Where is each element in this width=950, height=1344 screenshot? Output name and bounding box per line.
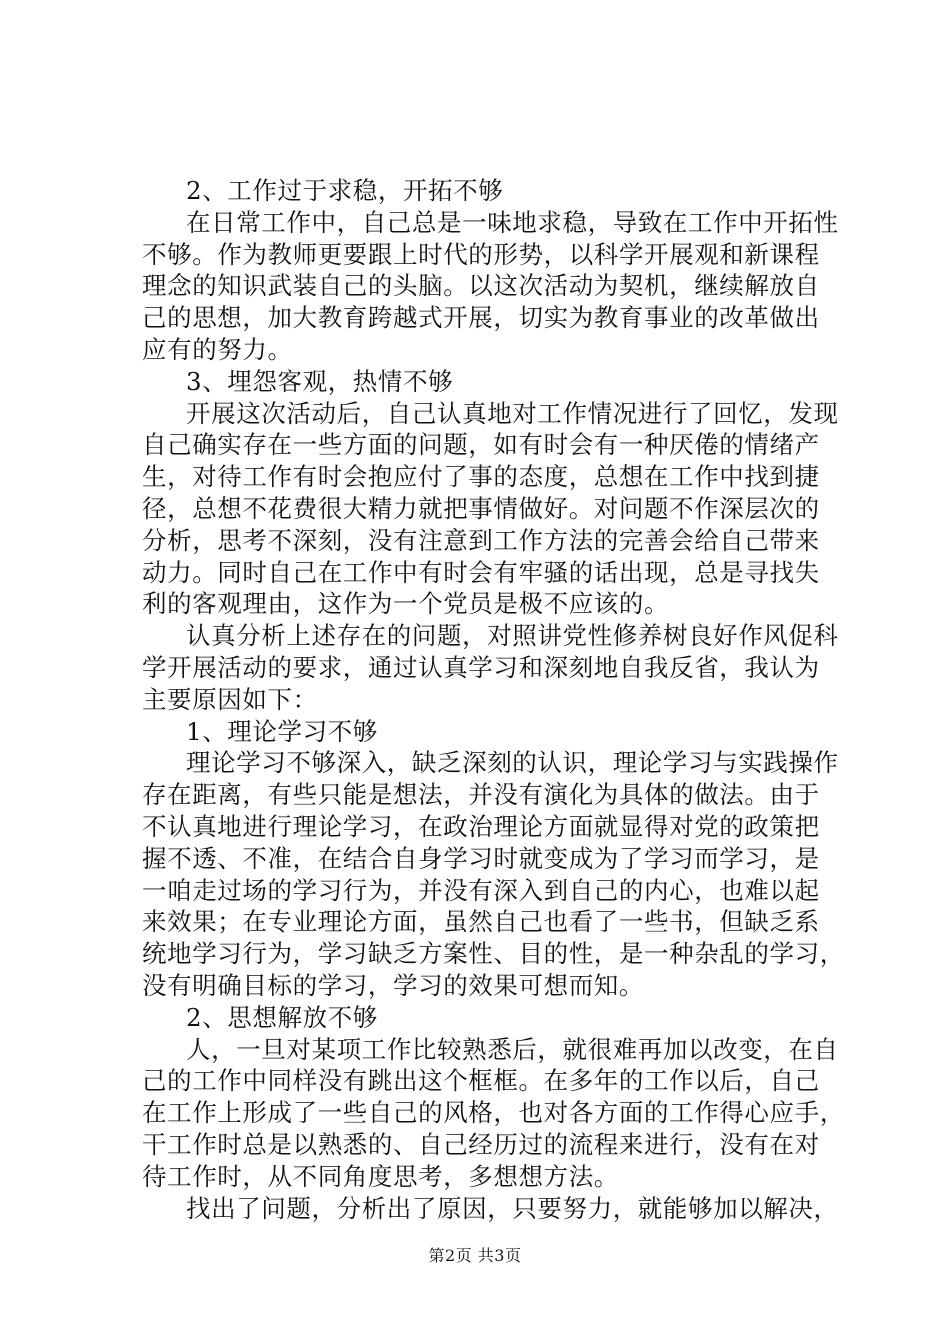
paragraph-line: 主要原因如下：	[142, 684, 318, 714]
section-heading: 3、埋怨客观，热情不够	[186, 366, 454, 396]
paragraph-line: 人，一旦对某项工作比较熟悉后，就很难再加以改变，在自	[186, 1034, 839, 1064]
section-heading: 1、理论学习不够	[186, 716, 378, 746]
paragraph-line: 理念的知识武装自己的头脑。以这次活动为契机，继续解放自	[142, 271, 820, 301]
paragraph-line: 生，对待工作有时会抱应付了事的态度，总想在工作中找到捷	[142, 462, 820, 492]
document-body	[142, 175, 845, 1224]
paragraph-line: 理论学习不够深入，缺乏深刻的认识，理论学习与实践操作	[186, 748, 839, 778]
paragraph-line: 开展这次活动后，自己认真地对工作情况进行了回忆，发现	[186, 398, 839, 428]
page-footer: 第2页 共3页	[428, 1246, 522, 1265]
paragraph-line: 认真分析上述存在的问题，对照讲党性修养树良好作风促科	[186, 621, 839, 651]
paragraph-line: 找出了问题，分析出了原因，只要努力，就能够加以解决，	[186, 1193, 839, 1223]
paragraph-line: 应有的努力。	[142, 334, 293, 364]
paragraph-line: 没有明确目标的学习，学习的效果可想而知。	[142, 970, 644, 1000]
paragraph-line: 在工作上形成了一些自己的风格，也对各方面的工作得心应手，	[142, 1098, 845, 1128]
paragraph-line: 己的工作中同样没有跳出这个框框。在多年的工作以后，自己	[142, 1066, 820, 1096]
section-heading: 2、思想解放不够	[186, 1002, 378, 1032]
paragraph-line: 分析，思考不深刻，没有注意到工作方法的完善会给自己带来	[142, 525, 820, 555]
paragraph-line: 自己确实存在一些方面的问题，如有时会有一种厌倦的情绪产	[142, 430, 820, 460]
paragraph-line: 不认真地进行理论学习，在政治理论方面就显得对党的政策把	[142, 811, 820, 841]
paragraph-line: 不够。作为教师更要跟上时代的形势，以科学开展观和新课程	[142, 239, 820, 269]
paragraph-line: 学开展活动的要求，通过认真学习和深刻地自我反省，我认为	[142, 652, 820, 682]
section-heading: 2、工作过于求稳，开拓不够	[186, 176, 504, 205]
paragraph-line: 握不透、不准，在结合自身学习时就变成为了学习而学习，是	[142, 843, 820, 873]
paragraph-line: 干工作时总是以熟悉的、自己经历过的流程来进行，没有在对	[142, 1129, 820, 1159]
paragraph-line: 存在距离，有些只能是想法，并没有演化为具体的做法。由于	[142, 780, 820, 810]
paragraph-line: 利的客观理由，这作为一个党员是极不应该的。	[142, 589, 670, 619]
paragraph-line: 在日常工作中，自己总是一味地求稳，导致在工作中开拓性	[186, 207, 839, 237]
paragraph-line: 动力。同时自己在工作中有时会有牢骚的话出现，总是寻找失	[142, 557, 820, 587]
paragraph-line: 径，总想不花费很大精力就把事情做好。对问题不作深层次的	[142, 493, 820, 523]
paragraph-line: 己的思想，加大教育跨越式开展，切实为教育事业的改革做出	[142, 303, 820, 333]
paragraph-line: 统地学习行为，学习缺乏方案性、目的性，是一种杂乱的学习，	[142, 939, 845, 969]
paragraph-line: 来效果；在专业理论方面，虽然自己也看了一些书，但缺乏系	[142, 907, 820, 937]
paragraph-line: 待工作时，从不同角度思考，多想想方法。	[142, 1161, 619, 1191]
paragraph-line: 一咱走过场的学习行为，并没有深入到自己的内心，也难以起	[142, 875, 820, 905]
